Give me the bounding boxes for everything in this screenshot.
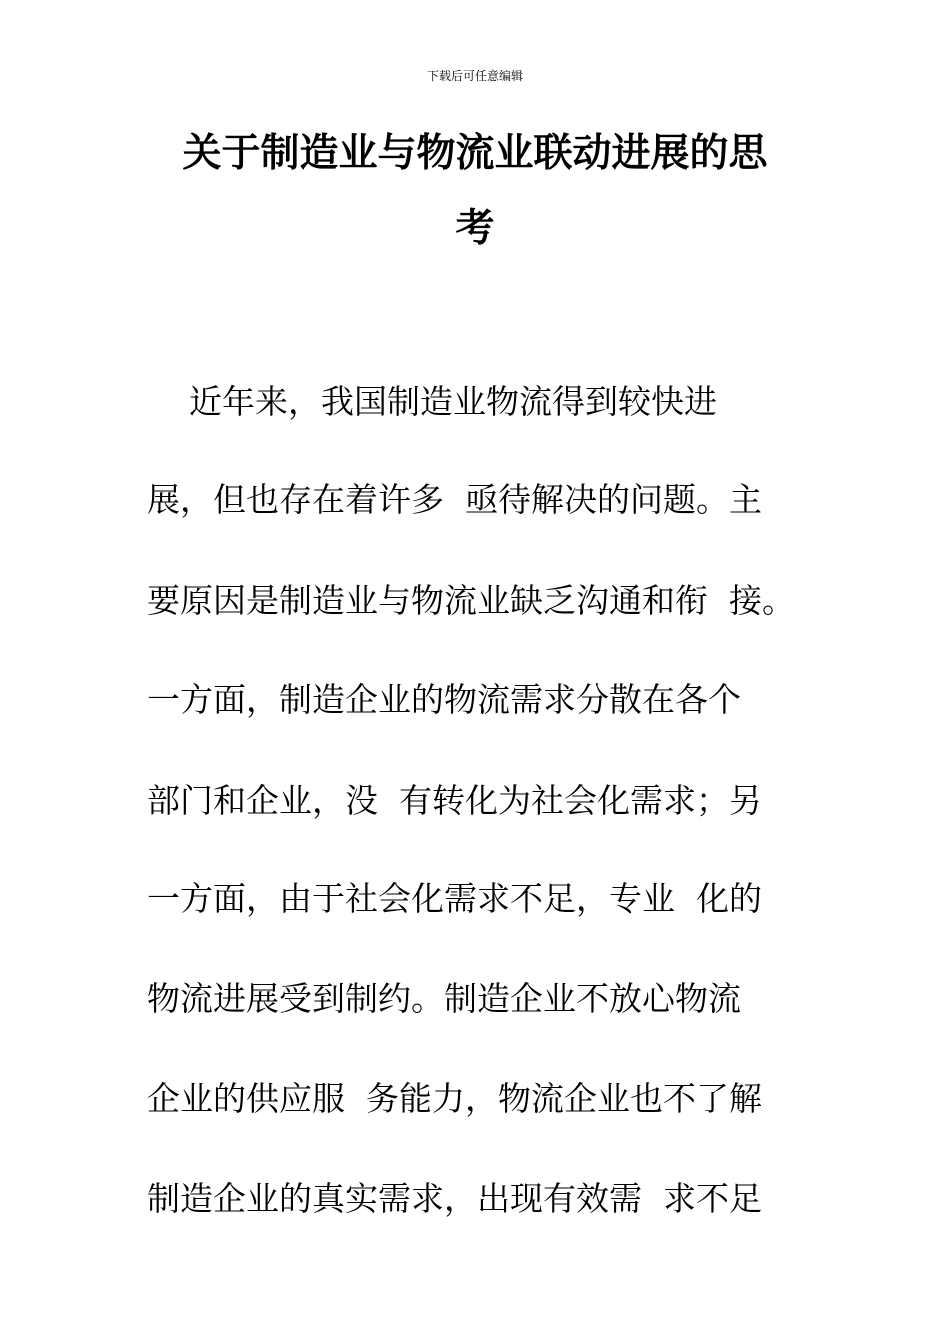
document-title-line-1: 关于制造业与物流业联动进展的思 xyxy=(182,131,768,176)
body-line: 近年来，我国制造业物流得到较快进 xyxy=(147,382,717,421)
header-note: 下载后可任意编辑 xyxy=(426,69,523,83)
body-line: 要原因是制造业与物流业缺乏沟通和衔 接。 xyxy=(147,581,795,620)
body-line: 一方面，由于社会化需求不足，专业 化的 xyxy=(147,879,762,918)
body-line: 一方面，制造企业的物流需求分散在各个 xyxy=(147,680,741,719)
body-line: 企业的供应服 务能力，物流企业也不了解 xyxy=(147,1079,762,1118)
body-line: 展，但也存在着许多 亟待解决的问题。主 xyxy=(147,480,762,519)
body-line: 部门和企业，没 有转化为社会化需求；另 xyxy=(147,781,762,820)
document-title-line-2: 考 xyxy=(455,206,495,251)
body-line: 物流进展受到制约。制造企业不放心物流 xyxy=(147,979,741,1018)
body-line: 制造企业的真实需求，出现有效需 求不足 xyxy=(147,1179,762,1218)
